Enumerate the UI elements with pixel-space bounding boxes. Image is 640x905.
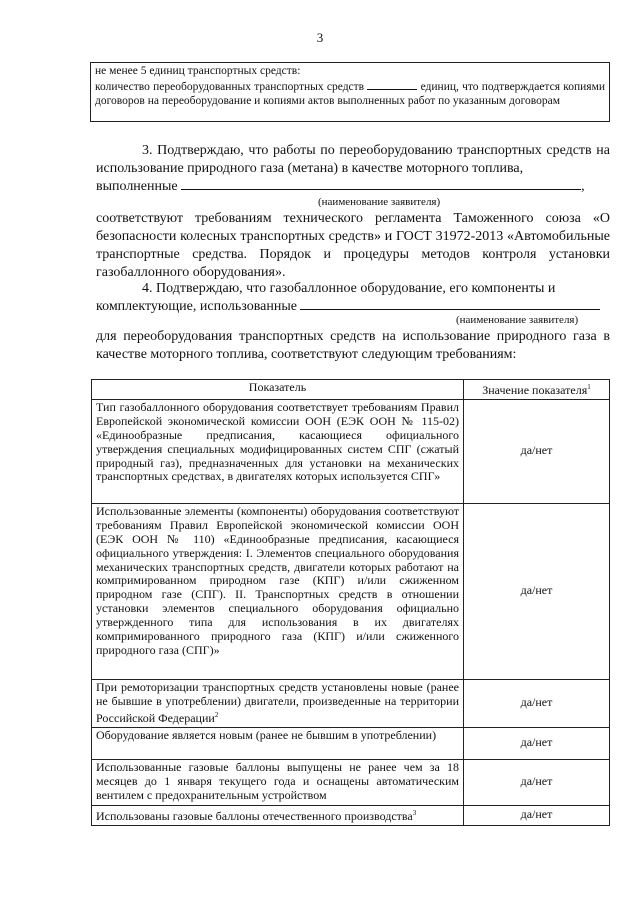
- row-value[interactable]: да/нет: [464, 759, 610, 805]
- top-box-line2-before: количество переоборудованных транспортных средств: [95, 80, 365, 93]
- row-value[interactable]: да/нет: [464, 399, 610, 503]
- row-value[interactable]: да/нет: [464, 727, 610, 759]
- row-indicator: Использованы газовые баллоны отечественного производства$^3$: [92, 805, 464, 825]
- applicant-label-1: (наименование заявителя): [318, 196, 441, 208]
- applicant-label-2: (наименование заявителя): [456, 314, 579, 326]
- para4-line1: 4. Подтверждаю, что газобаллонное оборудование, его компоненты и: [142, 281, 556, 296]
- table-row: [92, 679, 610, 727]
- row-indicator: При ремоторизации транспортных средств установлены новые (ранее не бывшие в употреблении) двигатели, произведенные на территории Российской Федерации$^2$: [92, 679, 464, 727]
- table-row: [92, 759, 610, 805]
- page-number: 3: [316, 30, 324, 45]
- row-indicator: Использованные элементы (компоненты) оборудования соответствуют требованиям Правил Европейской экономической комиссии ООН (ЕЭК ООН № 110) «Единообразные предписания, касающиеся официального утверждения: I. Элементов специального оборудования механических транспортных средств, двигатели которых работают на компримированном природном газе (КПГ) и/или сжиженном природном газе (СПГ). II. Транспортных средств в отношении установки элементов специального оборудования официально утвержденного типа для использования в их двигателях компримированного природного газа (КПГ) и/или сжиженного природного газа (СПГ)»: [92, 503, 464, 679]
- para3-performed-line: выполненные ,: [96, 179, 585, 194]
- row-indicator: Тип газобаллонного оборудования соответствует требованиям Правил Европейской экономической комиссии ООН (ЕЭК ООН № 115-02) «Единообразные предписания, касающиеся официального утверждения специальных модифицированных систем СПГ (сжатый природный газ), предназначенных для установки на механических транспортных средствах, в двигателях которых используется СПГ»: [92, 399, 464, 503]
- row-indicator: Использованные газовые баллоны выпущены не ранее чем за 18 месяцев до 1 января текущего года и оснащены автоматическим вентилем с предохранительным устройством: [92, 759, 464, 805]
- header-value: Значение показателя$^1$: [464, 380, 610, 400]
- para3-line1: 3. Подтверждаю, что работы по переоборудованию транспортных средств на использование природного газа (метана) в качестве моторного топлива,: [96, 143, 610, 176]
- performed-label: выполненные: [96, 179, 178, 194]
- table-header-row: [92, 380, 610, 400]
- row-value[interactable]: да/нет: [464, 679, 610, 727]
- vehicle-count-blank[interactable]: [367, 79, 417, 90]
- applicant-name-blank-2[interactable]: [300, 299, 600, 310]
- para4-body: для переоборудования транспортных средств на использование природного газа в качестве моторного топлива, соответствуют следующим требованиям:: [96, 329, 610, 362]
- row-indicator: Оборудование является новым (ранее не бывшим в употреблении): [92, 727, 464, 759]
- row-value[interactable]: да/нет: [464, 503, 610, 679]
- header-indicator: Показатель: [92, 380, 464, 400]
- applicant-name-blank-1[interactable]: [181, 179, 581, 190]
- table-row: [92, 727, 610, 759]
- top-box-line1: не менее 5 единиц транспортных средств:: [95, 65, 301, 77]
- row-value[interactable]: да/нет: [464, 805, 610, 825]
- top-box-line2: [95, 79, 605, 109]
- requirements-table: [91, 379, 610, 826]
- table-row: [92, 399, 610, 503]
- para4-line2-text: комплектующие, использованные: [96, 299, 297, 314]
- table-row: [92, 805, 610, 825]
- table-row: [92, 503, 610, 679]
- vehicle-count-box: [90, 62, 610, 122]
- top-box-line2-after: единиц, что подтверждается копиями договоров на переоборудование и копиями актов выполненных работ по указанным договорам: [95, 80, 606, 107]
- para3-body: соответствуют требованиям технического регламента Таможенного союза «О безопасности колесных транспортных средств» и ГОСТ 31972-2013 «Автомобильные транспортные средства. Порядок и процедуры методов контроля установки газобаллонного оборудования».: [96, 211, 610, 280]
